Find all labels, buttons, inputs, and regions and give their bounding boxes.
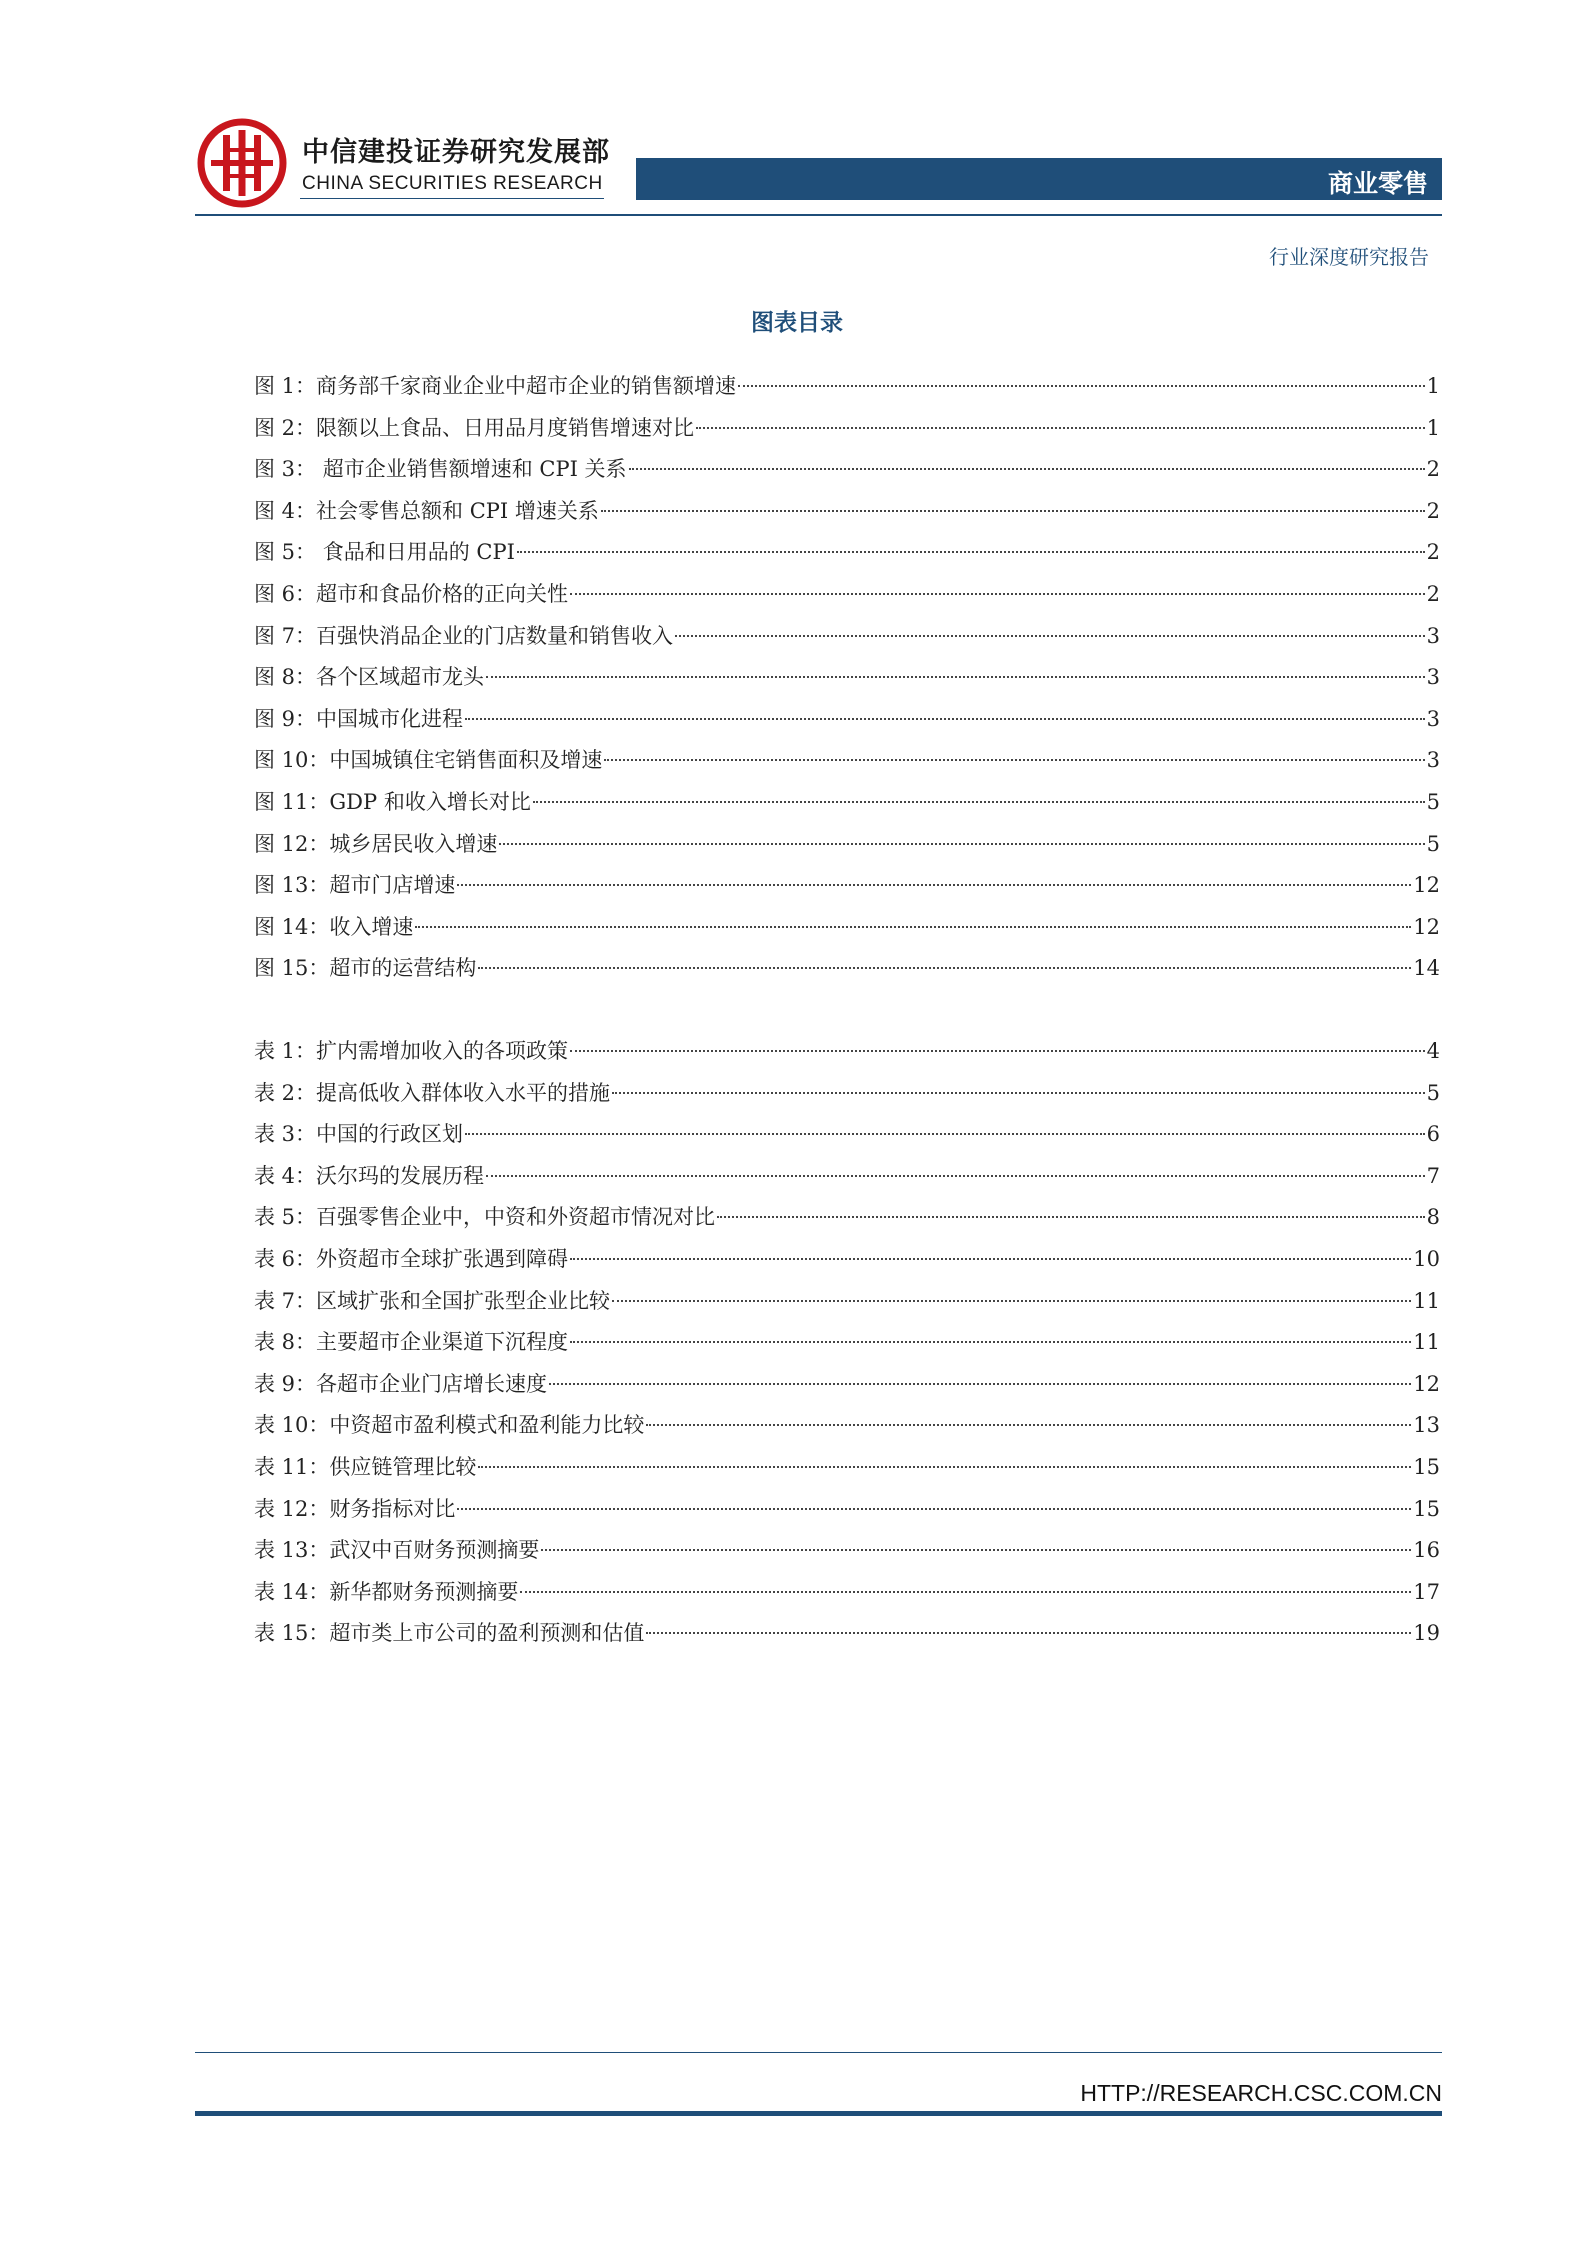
dot-leader xyxy=(570,593,1425,595)
dot-leader xyxy=(570,1258,1411,1260)
toc-entry-table-10[interactable] xyxy=(254,1405,1440,1447)
dot-leader xyxy=(533,801,1425,803)
toc-entry-figure-3[interactable] xyxy=(254,449,1440,491)
toc-entry-table-5[interactable] xyxy=(254,1197,1440,1239)
toc-entry-figure-14[interactable] xyxy=(254,907,1440,949)
header-divider xyxy=(195,214,1442,216)
entry-page: 2 xyxy=(1426,540,1440,565)
entry-label: 表 10：中资超市盈利模式和盈利能力比较 xyxy=(254,1413,645,1438)
entry-label: 表 5：百强零售企业中，中资和外资超市情况对比 xyxy=(254,1205,716,1230)
entry-page: 12 xyxy=(1413,1371,1440,1396)
entry-label: 表 14：新华都财务预测摘要 xyxy=(254,1579,519,1604)
dot-leader xyxy=(520,1591,1411,1593)
dot-leader xyxy=(415,926,1411,928)
entry-label: 图 12：城乡居民收入增速 xyxy=(254,831,498,856)
entry-label: 图 8：各个区域超市龙头 xyxy=(254,665,485,690)
report-type: 行业深度研究报告 xyxy=(1269,245,1429,269)
dot-leader xyxy=(499,843,1424,845)
dot-leader xyxy=(465,718,1425,720)
toc-entry-table-8[interactable] xyxy=(254,1322,1440,1364)
entry-page: 19 xyxy=(1413,1621,1440,1646)
toc-entry-table-13[interactable] xyxy=(254,1530,1440,1572)
toc-entry-table-1[interactable] xyxy=(254,1031,1440,1073)
toc-entry-table-4[interactable] xyxy=(254,1156,1440,1198)
dot-leader xyxy=(549,1383,1411,1385)
entry-label: 图 13：超市门店增速 xyxy=(254,873,456,898)
entry-label: 图 2：限额以上食品、日用品月度销售增速对比 xyxy=(254,415,695,440)
toc-entry-table-9[interactable] xyxy=(254,1364,1440,1406)
dot-leader xyxy=(457,1508,1411,1510)
entry-label: 表 4：沃尔玛的发展历程 xyxy=(254,1163,485,1188)
sector-label: 商业零售 xyxy=(1327,169,1428,198)
dot-leader xyxy=(696,427,1425,429)
entry-label: 图 1：商务部千家商业企业中超市企业的销售额增速 xyxy=(254,374,737,398)
dot-leader xyxy=(601,510,1425,512)
dot-leader xyxy=(541,1549,1411,1551)
entry-label: 表 6：外资超市全球扩张遇到障碍 xyxy=(254,1246,569,1271)
toc-entry-figure-7[interactable] xyxy=(254,616,1440,658)
toc-entry-figure-8[interactable] xyxy=(254,657,1440,699)
entry-page: 14 xyxy=(1413,956,1440,981)
figures-list xyxy=(254,366,1440,990)
entry-label: 图 5： 食品和日用品的 CPI xyxy=(254,540,515,565)
toc-entry-figure-6[interactable] xyxy=(254,574,1440,616)
toc-entry-figure-4[interactable] xyxy=(254,491,1440,533)
dot-leader xyxy=(486,676,1425,678)
entry-page: 11 xyxy=(1413,1330,1440,1355)
entry-label: 图 9：中国城市化进程 xyxy=(254,706,464,731)
dot-leader xyxy=(612,1092,1425,1094)
entry-page: 4 xyxy=(1426,1039,1440,1063)
toc-entry-figure-12[interactable] xyxy=(254,824,1440,866)
entry-page: 13 xyxy=(1413,1413,1440,1438)
entry-label: 表 3：中国的行政区划 xyxy=(254,1122,464,1147)
toc-entry-table-12[interactable] xyxy=(254,1489,1440,1531)
entry-page: 12 xyxy=(1413,914,1440,939)
toc-entry-table-2[interactable] xyxy=(254,1073,1440,1115)
entry-label: 表 13：武汉中百财务预测摘要 xyxy=(254,1538,540,1563)
toc-title: 图表目录 xyxy=(751,310,843,336)
toc-entry-table-14[interactable] xyxy=(254,1572,1440,1614)
entry-label: 图 10：中国城镇住宅销售面积及增速 xyxy=(254,748,603,773)
toc-entry-figure-5[interactable] xyxy=(254,532,1440,574)
entry-label: 表 11：供应链管理比较 xyxy=(254,1454,477,1479)
sector-banner xyxy=(636,158,1442,200)
dot-leader xyxy=(457,884,1411,886)
footer-url-link[interactable]: HTTP://RESEARCH.CSC.COM.CN xyxy=(1080,2080,1442,2106)
entry-page: 15 xyxy=(1413,1496,1440,1521)
toc-entry-table-6[interactable] xyxy=(254,1239,1440,1281)
entry-label: 图 11：GDP 和收入增长对比 xyxy=(254,789,531,814)
dot-leader xyxy=(478,967,1411,969)
dot-leader xyxy=(570,1341,1411,1343)
entry-label: 图 15：超市的运营结构 xyxy=(254,956,477,981)
entry-label: 表 12：财务指标对比 xyxy=(254,1496,456,1521)
brand-name-cn: 中信建投证券研究发展部 xyxy=(302,137,610,168)
entry-page: 8 xyxy=(1426,1205,1440,1230)
toc-entry-table-11[interactable] xyxy=(254,1447,1440,1489)
entry-page: 3 xyxy=(1426,706,1440,731)
entry-page: 2 xyxy=(1426,498,1440,523)
entry-page: 12 xyxy=(1413,873,1440,898)
entry-page: 3 xyxy=(1426,665,1440,690)
entry-page: 5 xyxy=(1426,1080,1440,1105)
footer-divider-thin xyxy=(195,2052,1442,2053)
entry-label: 表 2：提高低收入群体收入水平的措施 xyxy=(254,1080,611,1105)
toc-entry-figure-2[interactable] xyxy=(254,408,1440,450)
entry-page: 2 xyxy=(1426,581,1440,606)
entry-label: 图 6：超市和食品价格的正向关性 xyxy=(254,581,569,606)
dot-leader xyxy=(517,551,1425,553)
entry-label: 表 7：区域扩张和全国扩张型企业比较 xyxy=(254,1288,611,1313)
entry-label: 图 3： 超市企业销售额增速和 CPI 关系 xyxy=(254,457,627,482)
toc-entry-figure-15[interactable] xyxy=(254,948,1440,990)
dot-leader xyxy=(486,1175,1425,1177)
toc-entry-table-7[interactable] xyxy=(254,1281,1440,1323)
dot-leader xyxy=(717,1216,1425,1218)
entry-page: 10 xyxy=(1413,1246,1440,1271)
dot-leader xyxy=(646,1424,1411,1426)
entry-page: 7 xyxy=(1426,1163,1440,1188)
entry-label: 表 15：超市类上市公司的盈利预测和估值 xyxy=(254,1621,645,1646)
tables-list xyxy=(254,1031,1440,1655)
dot-leader xyxy=(629,468,1425,470)
dot-leader xyxy=(738,385,1425,387)
toc-entry-figure-10[interactable] xyxy=(254,740,1440,782)
dot-leader xyxy=(612,1300,1411,1302)
entry-page: 1 xyxy=(1426,374,1440,398)
toc-entry-figure-9[interactable] xyxy=(254,699,1440,741)
entry-label: 图 4：社会零售总额和 CPI 增速关系 xyxy=(254,498,599,523)
entry-page: 3 xyxy=(1426,748,1440,773)
dot-leader xyxy=(675,635,1425,637)
dot-leader xyxy=(478,1466,1411,1468)
entry-page: 5 xyxy=(1426,789,1440,814)
entry-page: 2 xyxy=(1426,457,1440,482)
entry-label: 表 1：扩内需增加收入的各项政策 xyxy=(254,1039,569,1063)
toc-entry-figure-11[interactable] xyxy=(254,782,1440,824)
brand-name-en: CHINA SECURITIES RESEARCH xyxy=(302,173,603,194)
brand-underline xyxy=(300,198,604,199)
entry-page: 17 xyxy=(1413,1579,1440,1604)
entry-label: 表 9：各超市企业门店增长速度 xyxy=(254,1371,548,1396)
entry-page: 16 xyxy=(1413,1538,1440,1563)
entry-label: 图 14：收入增速 xyxy=(254,914,414,939)
entry-page: 5 xyxy=(1426,831,1440,856)
dot-leader xyxy=(604,759,1424,761)
entry-label: 图 7：百强快消品企业的门店数量和销售收入 xyxy=(254,623,674,648)
entry-page: 3 xyxy=(1426,623,1440,648)
entry-page: 15 xyxy=(1413,1454,1440,1479)
entry-page: 1 xyxy=(1426,415,1440,440)
company-logo xyxy=(197,118,287,208)
toc-entry-figure-13[interactable] xyxy=(254,865,1440,907)
toc-entry-figure-1[interactable] xyxy=(254,366,1440,408)
footer-divider-thick xyxy=(195,2111,1442,2116)
entry-page: 11 xyxy=(1413,1288,1440,1313)
toc-entry-table-3[interactable] xyxy=(254,1114,1440,1156)
dot-leader xyxy=(570,1050,1425,1052)
entry-page: 6 xyxy=(1426,1122,1440,1147)
dot-leader xyxy=(646,1632,1411,1634)
entry-label: 表 8：主要超市企业渠道下沉程度 xyxy=(254,1330,569,1355)
dot-leader xyxy=(465,1133,1425,1135)
toc-entry-table-15[interactable] xyxy=(254,1613,1440,1655)
